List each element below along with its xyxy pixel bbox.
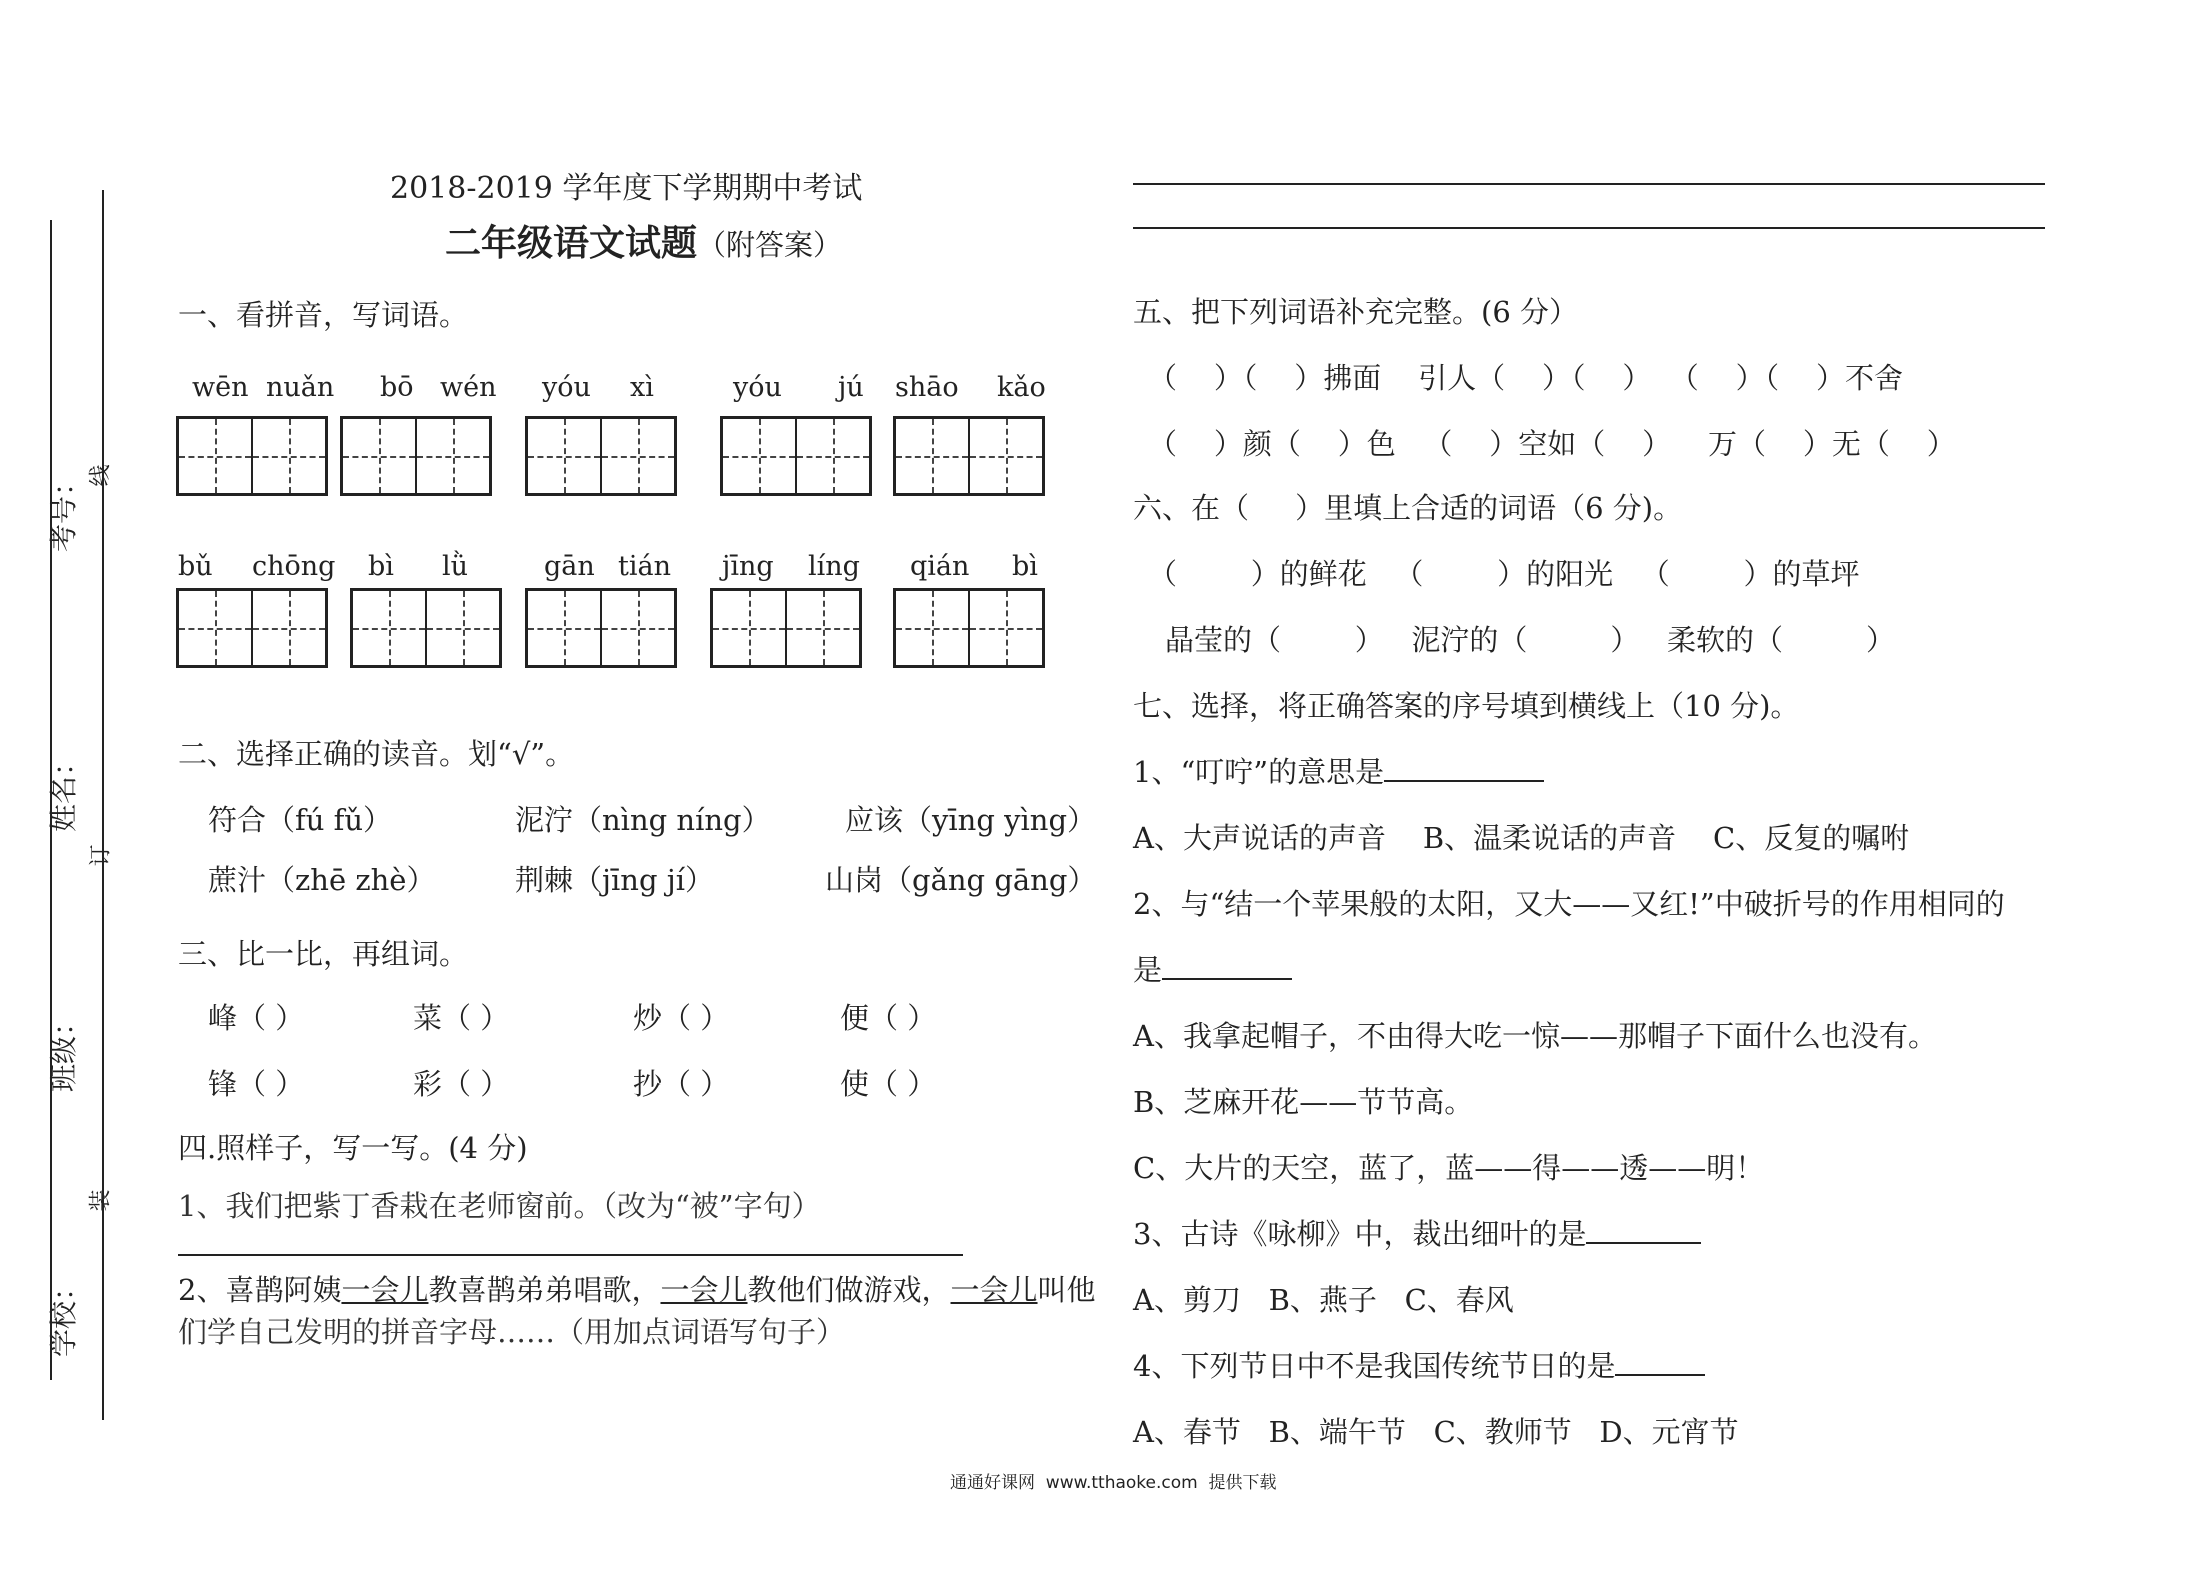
text: 教喜鹊弟弟唱歌， (428, 1273, 661, 1307)
q6-row2: 晶莹的（ ） 泥泞的（ ） 柔软的（ ） (1165, 623, 1895, 657)
q4-item2 (178, 1268, 1096, 1309)
q3-item: 抄（ ） (633, 1067, 730, 1101)
footer: 通通好课网 www.tthaoke.com 提供下载 (950, 1473, 1277, 1493)
class-label: 班级： (47, 1007, 81, 1093)
q3-item: 彩（ ） (413, 1067, 510, 1101)
q7-s2-line2 (1133, 948, 1292, 989)
pinyin: jīng (722, 551, 774, 582)
question-text: 1、“叮咛”的意思是 (1133, 755, 1385, 789)
q7-s1-options: A、大声说话的声音 B、温柔说话的声音 C、反复的嘱咐 (1133, 821, 1910, 855)
q3-item: 便（ ） (840, 1001, 937, 1035)
pinyin: yóu (733, 372, 782, 403)
q7-s3-options: A、剪刀 B、燕子 C、春风 (1133, 1283, 1514, 1317)
write-box[interactable] (525, 416, 677, 496)
underlined-word: 一会儿 (660, 1273, 748, 1307)
title-text: 二年级语文试题 (445, 222, 698, 264)
q2-item: 蔗汁（zhē zhè） (208, 863, 436, 897)
q5-row1: （ ）（ ）拂面 引人（ ）（ ） （ ）（ ）不舍 (1148, 361, 1904, 395)
answer-blank[interactable] (1615, 1348, 1705, 1376)
q3-item: 炒（ ） (633, 1001, 730, 1035)
binding-mark-xian: 线 (88, 464, 114, 487)
write-box[interactable] (893, 588, 1045, 668)
pinyin: qián (910, 551, 970, 582)
pinyin: chōng (252, 551, 336, 582)
q7-s2-option-a: A、我拿起帽子，不由得大吃一惊——那帽子下面什么也没有。 (1133, 1019, 1937, 1053)
q7-heading: 七、选择，将正确答案的序号填到横线上（10 分)。 (1133, 689, 1800, 723)
text: 教他们做游戏， (747, 1273, 951, 1307)
answer-blank[interactable] (1162, 952, 1292, 980)
underlined-word: 一会儿 (341, 1273, 429, 1307)
q2-heading: 二、选择正确的读音。划“√”。 (178, 737, 575, 771)
binding-mark-ding: 订 (88, 844, 114, 867)
write-box[interactable] (176, 416, 328, 496)
school-label: 学校： (47, 1272, 81, 1358)
q6-row1: （ ）的鲜花 （ ）的阳光 （ ）的草坪 (1148, 557, 1860, 591)
pinyin: tián (618, 551, 671, 582)
q2-item: 应该（yīng yìng） (845, 803, 1097, 837)
pinyin: bō (380, 372, 414, 403)
answer-line (1133, 183, 2045, 185)
pinyin: lǜ (442, 551, 469, 582)
q1-heading: 一、看拼音，写词语。 (178, 298, 469, 332)
pinyin: gān (544, 551, 595, 582)
q4-heading: 四.照样子，写一写。(4 分) (178, 1131, 528, 1165)
pinyin: yóu (542, 372, 591, 403)
question-text: 4、下列节日中不是我国传统节日的是 (1133, 1349, 1616, 1383)
pinyin: kǎo (997, 372, 1046, 403)
q4-item2-line2: 们学自己发明的拼音字母……（用加点词语写句子） (178, 1315, 846, 1349)
answer-blank[interactable] (1586, 1216, 1701, 1244)
exam-year: 2018-2019 学年度下学期期中考试 (390, 171, 863, 206)
write-box[interactable] (710, 588, 862, 668)
q2-item: 符合（fú fǔ） (208, 803, 393, 837)
text: 2、喜鹊阿姨 (178, 1273, 342, 1307)
question-text: 3、古诗《咏柳》中，裁出细叶的是 (1133, 1217, 1587, 1251)
write-box[interactable] (176, 588, 328, 668)
answer-line (178, 1254, 963, 1256)
q5-row2: （ ）颜（ ）色 （ ）空如（ ） 万（ ）无（ ） (1148, 427, 1956, 461)
page-title (445, 215, 842, 266)
q7-s3 (1133, 1212, 1701, 1253)
answer-line (1133, 227, 2045, 229)
binding-line-inner (102, 190, 104, 1420)
q3-item: 菜（ ） (413, 1001, 510, 1035)
write-box[interactable] (893, 416, 1045, 496)
pinyin: bì (1012, 551, 1038, 582)
text: 叫他 (1037, 1273, 1096, 1307)
pinyin: wén (440, 372, 497, 403)
write-box[interactable] (350, 588, 502, 668)
answer-blank[interactable] (1384, 754, 1544, 782)
question-text: 是 (1133, 953, 1163, 987)
pinyin: líng (808, 551, 860, 582)
pinyin: wēn (192, 372, 249, 403)
write-box[interactable] (720, 416, 872, 496)
q3-item: 使（ ） (840, 1067, 937, 1101)
pinyin: nuǎn (266, 372, 335, 403)
q2-item: 山岗（gǎng gāng） (825, 863, 1097, 897)
q3-item: 锋（ ） (208, 1067, 305, 1101)
pinyin: bì (368, 551, 394, 582)
q7-s2-option-c: C、大片的天空，蓝了，蓝——得——透——明！ (1133, 1151, 1765, 1185)
binding-mark-zhuang: 装 (88, 1189, 114, 1212)
q2-item: 荆棘（jīng jí） (515, 863, 714, 897)
id-label: 考号： (47, 467, 81, 553)
name-label: 姓名： (47, 747, 81, 833)
q2-item: 泥泞（nìng níng） (515, 803, 771, 837)
underlined-word: 一会儿 (950, 1273, 1038, 1307)
q3-heading: 三、比一比，再组词。 (178, 937, 469, 971)
pinyin: bǔ (178, 551, 213, 582)
title-note: （附答案） (697, 228, 843, 262)
q7-s2-option-b: B、芝麻开花——节节高。 (1133, 1085, 1474, 1119)
write-box[interactable] (525, 588, 677, 668)
q7-s4-options: A、春节 B、端午节 C、教师节 D、元宵节 (1133, 1415, 1739, 1449)
q3-item: 峰（ ） (208, 1001, 305, 1035)
q7-s4 (1133, 1344, 1705, 1385)
write-box[interactable] (340, 416, 492, 496)
pinyin: shāo (895, 372, 959, 403)
q7-s1 (1133, 750, 1544, 791)
q4-item1: 1、我们把紫丁香栽在老师窗前。（改为“被”字句） (178, 1189, 821, 1223)
q5-heading: 五、把下列词语补充完整。(6 分） (1133, 295, 1578, 329)
q6-heading: 六、在（ ）里填上合适的词语（6 分)。 (1133, 491, 1683, 525)
q7-s2: 2、与“结一个苹果般的太阳，又大——又红!”中破折号的作用相同的 (1133, 887, 2005, 921)
pinyin: jú (838, 372, 864, 403)
pinyin: xì (630, 372, 654, 403)
